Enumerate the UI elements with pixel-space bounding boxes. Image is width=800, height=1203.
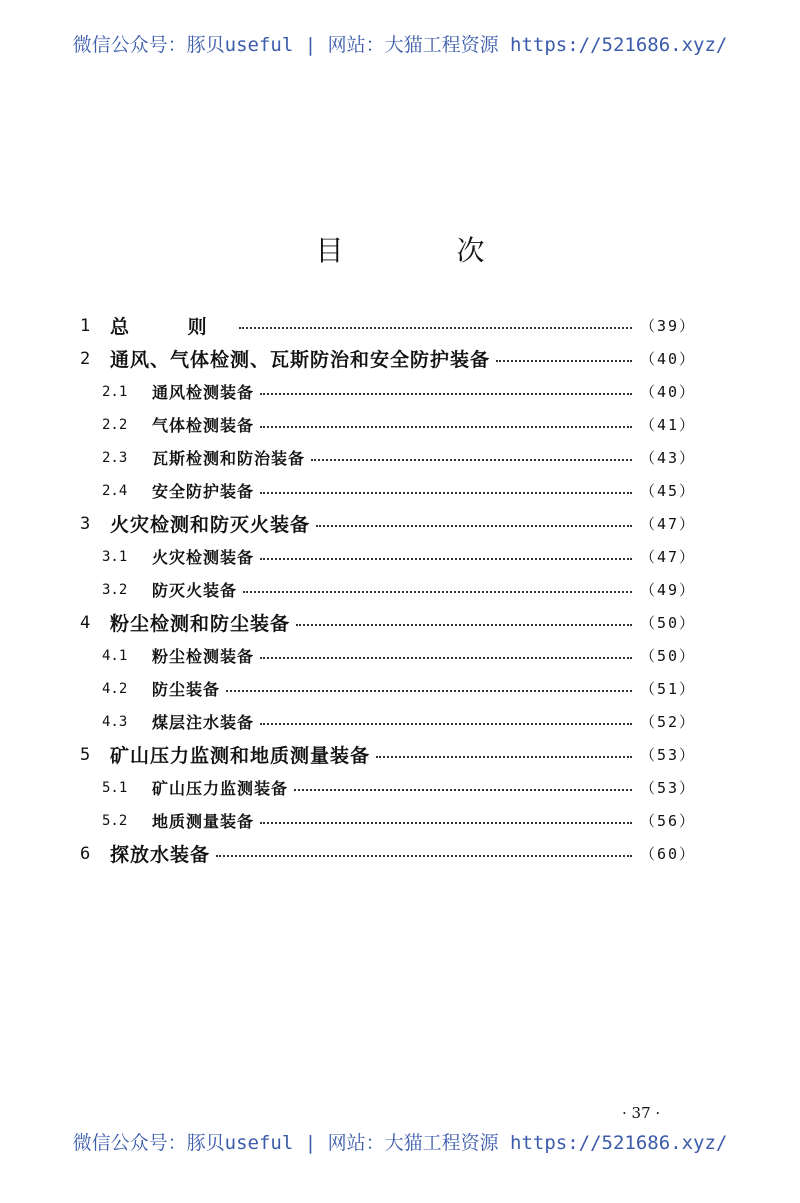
toc-entry-page: （45） (639, 482, 696, 500)
toc-leader-dots (496, 360, 632, 362)
toc-entry-page: （41） (639, 416, 696, 434)
toc-entry-label: 火灾检测装备 (152, 548, 255, 567)
toc-entry-number: 5 (80, 744, 91, 765)
toc-entry-number: 3.1 (102, 548, 128, 565)
table-of-contents (80, 309, 696, 870)
toc-entry-page: （47） (639, 548, 696, 566)
toc-section-entry[interactable] (80, 639, 696, 672)
toc-entry-number: 3 (80, 513, 91, 534)
toc-section-entry[interactable] (80, 573, 696, 606)
toc-leader-dots (311, 459, 632, 461)
toc-leader-dots (260, 723, 632, 725)
toc-entry-page: （56） (639, 812, 696, 830)
toc-entry-number: 2.3 (102, 449, 128, 466)
toc-leader-dots (316, 525, 632, 527)
toc-section-entry[interactable] (80, 771, 696, 804)
toc-section-entry[interactable] (80, 441, 696, 474)
toc-entry-page: （40） (639, 383, 696, 401)
toc-leader-dots (216, 855, 632, 857)
toc-entry-page: （53） (639, 746, 696, 764)
toc-entry-page: （40） (639, 350, 696, 368)
toc-entry-page: （49） (639, 581, 696, 599)
toc-entry-page: （52） (639, 713, 696, 731)
page-title: 目 次 (315, 233, 537, 267)
toc-entry-number: 5.1 (102, 779, 128, 796)
watermark-bottom: 微信公众号：豚贝useful | 网站：大猫工程资源 https://521686.xyz/ (72, 1132, 728, 1154)
toc-section-entry[interactable] (80, 804, 696, 837)
toc-leader-dots (260, 426, 632, 428)
toc-leader-dots (294, 789, 632, 791)
toc-entry-label: 火灾检测和防灭火装备 (110, 514, 311, 536)
toc-entry-page: （47） (639, 515, 696, 533)
toc-chapter-entry[interactable] (80, 342, 696, 375)
toc-leader-dots (296, 624, 632, 626)
toc-entry-number: 2.1 (102, 383, 128, 400)
toc-leader-dots (260, 393, 632, 395)
toc-entry-number: 4 (80, 612, 91, 633)
toc-entry-label: 通风、气体检测、瓦斯防治和安全防护装备 (110, 349, 491, 371)
toc-entry-number: 5.2 (102, 812, 128, 829)
toc-entry-number: 1 (80, 315, 91, 336)
toc-entry-label: 防尘装备 (152, 680, 221, 699)
toc-leader-dots (243, 591, 632, 593)
toc-chapter-entry[interactable] (80, 606, 696, 639)
toc-entry-label: 粉尘检测和防尘装备 (110, 613, 291, 635)
toc-entry-label: 总 则 (110, 316, 233, 338)
page-number: · 37 · (622, 1104, 661, 1122)
toc-entry-number: 6 (80, 843, 91, 864)
toc-entry-page: （43） (639, 449, 696, 467)
toc-entry-number: 4.3 (102, 713, 128, 730)
toc-entry-page: （53） (639, 779, 696, 797)
toc-entry-page: （39） (639, 317, 696, 335)
toc-leader-dots (260, 657, 632, 659)
toc-leader-dots (226, 690, 632, 692)
toc-entry-label: 通风检测装备 (152, 383, 255, 402)
toc-section-entry[interactable] (80, 705, 696, 738)
toc-entry-label: 地质测量装备 (152, 812, 255, 831)
toc-entry-number: 3.2 (102, 581, 128, 598)
toc-entry-label: 瓦斯检测和防治装备 (152, 449, 306, 468)
toc-chapter-entry[interactable] (80, 837, 696, 870)
toc-entry-number: 4.1 (102, 647, 128, 664)
toc-entry-page: （50） (639, 614, 696, 632)
toc-entry-page: （51） (639, 680, 696, 698)
toc-leader-dots (260, 822, 632, 824)
toc-section-entry[interactable] (80, 375, 696, 408)
toc-entry-number: 2.2 (102, 416, 128, 433)
toc-section-entry[interactable] (80, 408, 696, 441)
toc-entry-number: 4.2 (102, 680, 128, 697)
toc-leader-dots (260, 492, 632, 494)
toc-entry-label: 安全防护装备 (152, 482, 255, 501)
toc-entry-label: 矿山压力监测和地质测量装备 (110, 745, 371, 767)
toc-chapter-entry[interactable] (80, 309, 696, 342)
toc-entry-page: （60） (639, 845, 696, 863)
toc-section-entry[interactable] (80, 540, 696, 573)
toc-entry-page: （50） (639, 647, 696, 665)
toc-entry-label: 探放水装备 (110, 844, 211, 866)
toc-leader-dots (239, 327, 632, 329)
toc-section-entry[interactable] (80, 474, 696, 507)
toc-entry-number: 2 (80, 348, 91, 369)
toc-entry-label: 气体检测装备 (152, 416, 255, 435)
toc-entry-label: 矿山压力监测装备 (152, 779, 289, 798)
toc-leader-dots (260, 558, 632, 560)
toc-entry-label: 防灭火装备 (152, 581, 238, 600)
toc-chapter-entry[interactable] (80, 507, 696, 540)
toc-entry-label: 煤层注水装备 (152, 713, 255, 732)
toc-chapter-entry[interactable] (80, 738, 696, 771)
watermark-top: 微信公众号：豚贝useful | 网站：大猫工程资源 https://521686.xyz/ (72, 34, 728, 56)
toc-entry-label: 粉尘检测装备 (152, 647, 255, 666)
toc-entry-number: 2.4 (102, 482, 128, 499)
toc-section-entry[interactable] (80, 672, 696, 705)
toc-leader-dots (376, 756, 632, 758)
